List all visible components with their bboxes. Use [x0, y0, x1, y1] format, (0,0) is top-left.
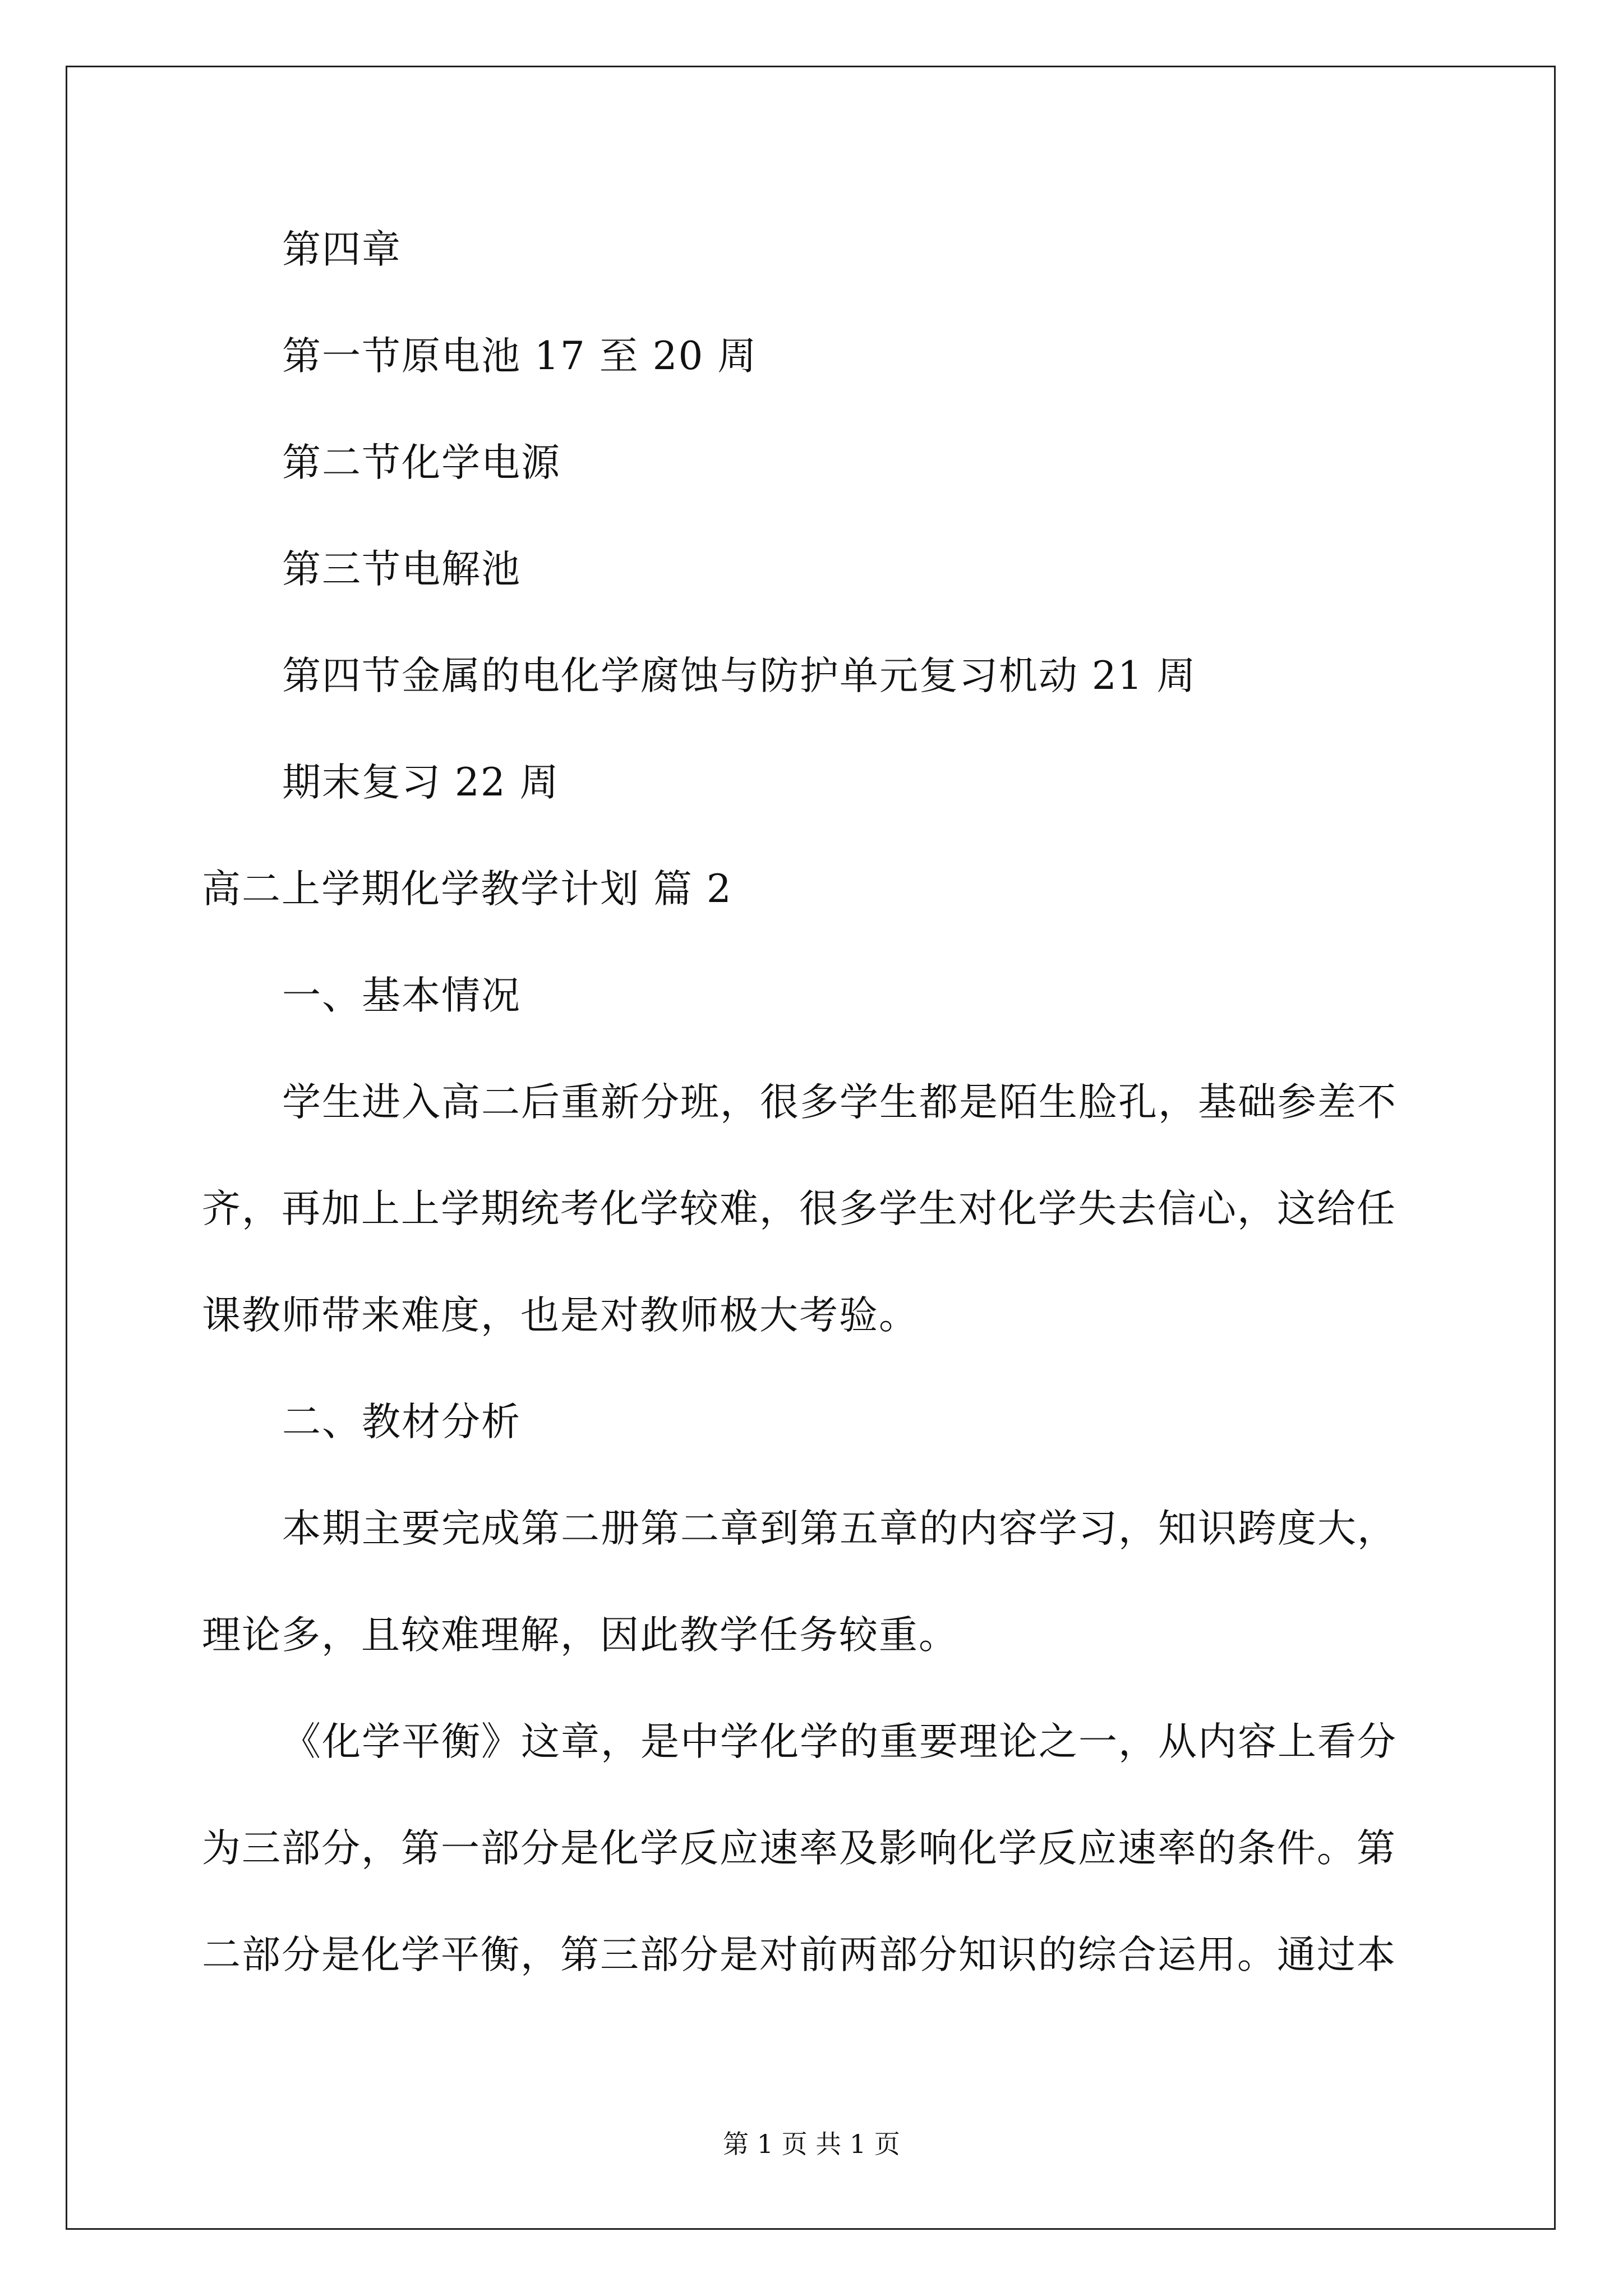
section-line: 第二节化学电源 [282, 440, 561, 485]
paragraph-line: 齐，再加上上学期统考化学较难，很多学生对化学失去信心，这给任 [202, 1186, 1396, 1231]
section-heading: 一、基本情况 [282, 973, 521, 1018]
paragraph-line: 课教师带来难度，也是对教师极大考验。 [202, 1293, 919, 1338]
section-line: 第一节原电池 17 至 20 周 [282, 334, 758, 379]
paragraph-line: 本期主要完成第二册第二章到第五章的内容学习，知识跨度大， [282, 1506, 1397, 1551]
article-title: 高二上学期化学教学计划 篇 2 [202, 867, 732, 912]
paragraph-line: 为三部分，第一部分是化学反应速率及影响化学反应速率的条件。第 [202, 1826, 1396, 1871]
section-line: 第四节金属的电化学腐蚀与防护单元复习机动 21 周 [282, 654, 1197, 698]
page-footer: 第 1 页 共 1 页 [723, 2129, 900, 2159]
page-border [66, 66, 1556, 2230]
paragraph-line: 《化学平衡》这章，是中学化学的重要理论之一，从内容上看分 [282, 1719, 1397, 1764]
paragraph-line: 理论多，且较难理解，因此教学任务较重。 [202, 1613, 958, 1658]
paragraph-line: 学生进入高二后重新分班，很多学生都是陌生脸孔，基础参差不 [282, 1080, 1397, 1125]
chapter-heading: 第四章 [282, 227, 402, 272]
section-line: 第三节电解池 [282, 547, 521, 592]
paragraph-line: 二部分是化学平衡，第三部分是对前两部分知识的综合运用。通过本 [202, 1932, 1396, 1977]
section-line: 期末复习 22 周 [282, 760, 560, 805]
section-heading: 二、教材分析 [282, 1400, 521, 1444]
